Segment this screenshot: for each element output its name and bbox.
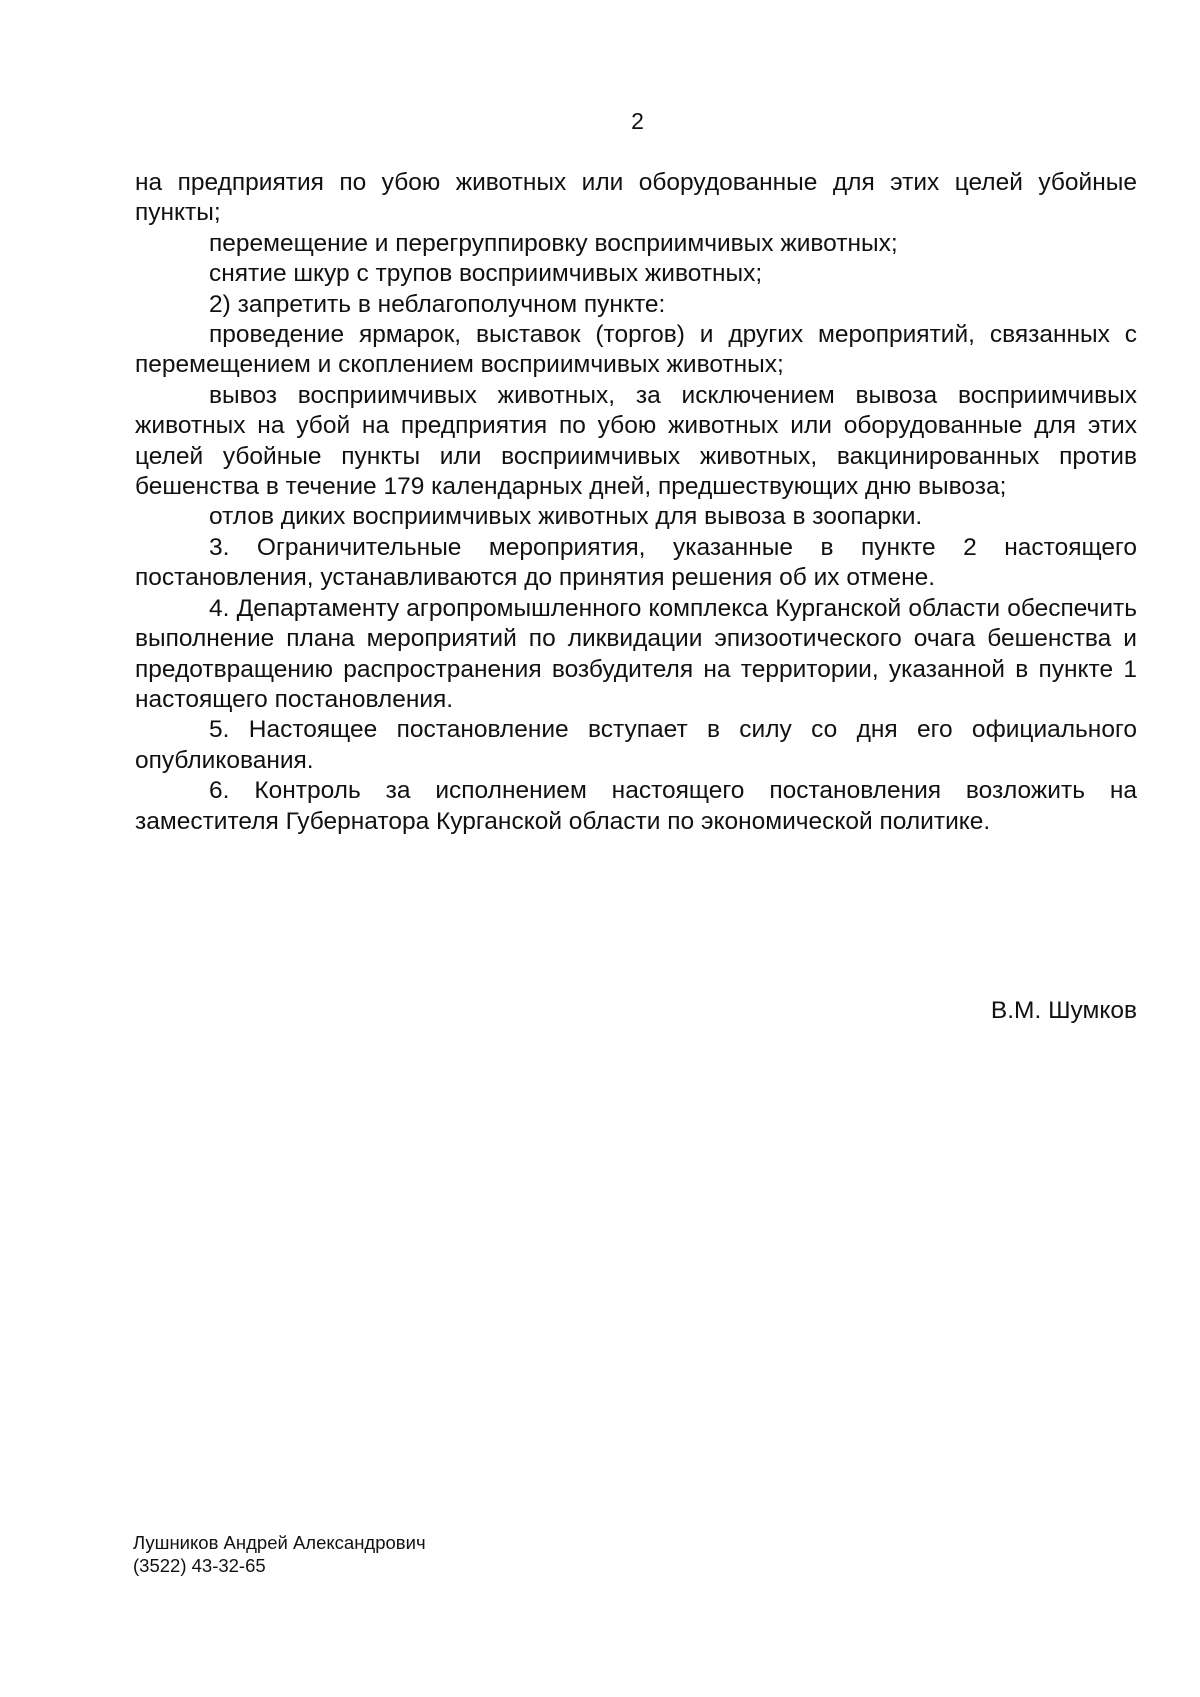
signature-name: В.М. Шумков bbox=[990, 997, 1137, 1024]
paragraph-continuation: на предприятия по убою животных или оборудованные для этих целей убойные пункты; bbox=[135, 169, 1137, 227]
paragraph-skinning: снятие шкур с трупов восприимчивых животных; bbox=[209, 260, 763, 288]
executor-name: Лушников Андрей Александрович bbox=[133, 1532, 426, 1553]
document-body bbox=[135, 168, 1137, 837]
executor-phone: (3522) 43-32-65 bbox=[133, 1555, 266, 1576]
paragraph-prohibit-heading: 2) запретить в неблагополучном пункте: bbox=[209, 290, 666, 318]
executor-block bbox=[133, 1531, 426, 1577]
paragraph-wild-capture: отлов диких восприимчивых животных для вывоза в зоопарки. bbox=[209, 503, 923, 531]
paragraph-item-6: 6. Контроль за исполнением настоящего постановления возложить на заместителя Губернатора Курганской области по экономической политике. bbox=[135, 777, 1137, 835]
paragraph-fairs: проведение ярмарок, выставок (торгов) и других мероприятий, связанных с перемещением и скоплением восприимчивых животных; bbox=[135, 321, 1137, 379]
paragraph-item-3: 3. Ограничительные мероприятия, указанные в пункте 2 настоящего постановления, устанавливаются до принятия решения об их отмене. bbox=[135, 533, 1137, 592]
paragraph-item-4: 4. Департаменту агропромышленного комплекса Курганской области обеспечить выполнение плана мероприятий по ликвидации эпизоотического очага бешенства и предотвращению распространения возбудителя на территории, указанной в пункте 1 настоящего постановления. bbox=[135, 594, 1137, 713]
paragraph-relocation: перемещение и перегруппировку восприимчивых животных; bbox=[209, 229, 898, 257]
paragraph-item-5: 5. Настоящее постановление вступает в силу со дня его официального опубликования. bbox=[135, 716, 1137, 774]
page-number: 2 bbox=[631, 108, 644, 134]
paragraph-export: вывоз восприимчивых животных, за исключением вывоза восприимчивых животных на убой на предприятия по убою животных или оборудованные для этих целей убойные пункты или восприимчивых животных, вакцинированных против бешенства в течение 179 календарных дней, предшествующих дню вывоза; bbox=[135, 381, 1137, 501]
